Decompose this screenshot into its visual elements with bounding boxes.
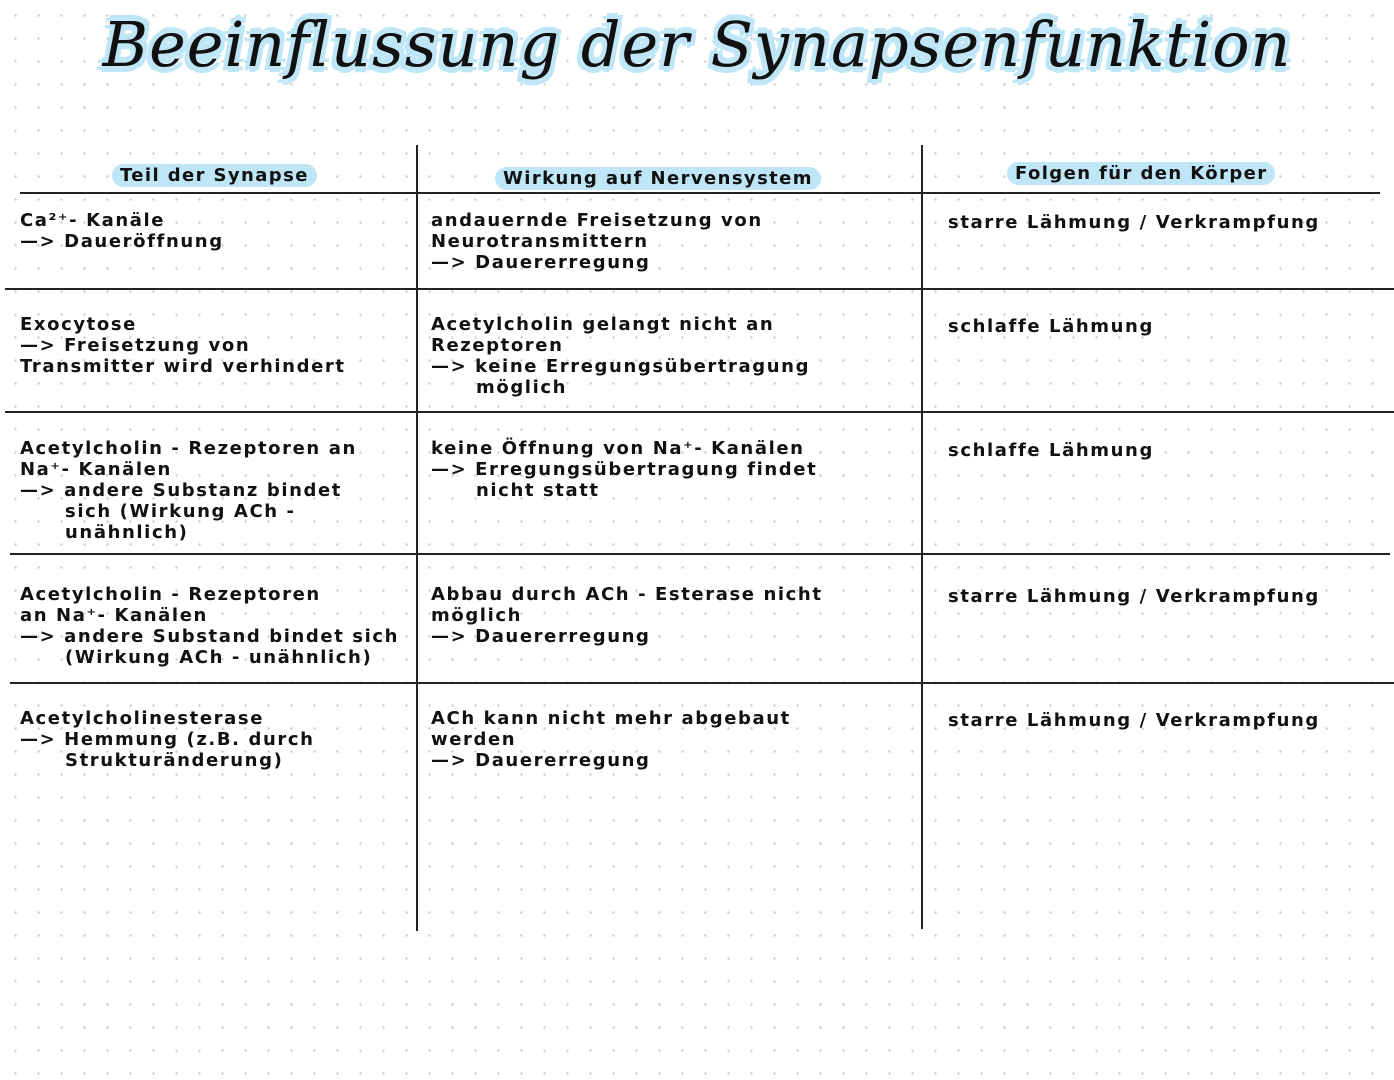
cell-line: andauernde Freisetzung von	[431, 210, 763, 231]
cell-line: möglich	[476, 377, 568, 398]
cell-line: —> keine Erregungsübertragung	[431, 356, 811, 377]
cell-consequence	[948, 586, 1320, 607]
cell-line: starre Lähmung / Verkrampfung	[948, 710, 1320, 731]
cell-consequence	[948, 212, 1320, 233]
cell-line: starre Lähmung / Verkrampfung	[948, 586, 1320, 607]
divider	[20, 192, 1380, 194]
cell-effect	[431, 584, 823, 647]
cell-line: schlaffe Lähmung	[948, 316, 1154, 337]
cell-line: Strukturänderung)	[65, 750, 284, 771]
cell-line: Rezeptoren	[431, 335, 564, 356]
cell-line: nicht statt	[476, 480, 600, 501]
cell-line: Transmitter wird verhindert	[20, 356, 346, 377]
cell-part	[20, 210, 224, 252]
cell-line: Abbau durch ACh - Esterase nicht	[431, 584, 823, 605]
divider	[5, 288, 1394, 290]
page-title: Beeinflussung der Synapsenfunktion	[102, 8, 1292, 81]
cell-effect	[431, 210, 763, 273]
cell-line: Na⁺- Kanälen	[20, 459, 172, 480]
divider	[10, 553, 1390, 555]
cell-effect	[431, 314, 810, 398]
cell-line: Acetylcholinesterase	[20, 708, 265, 729]
cell-line: Ca²⁺- Kanäle	[20, 210, 166, 231]
cell-line: —> Dauererregung	[431, 252, 651, 273]
cell-line: Acetylcholin - Rezeptoren an	[20, 438, 357, 459]
cell-line: —> Dauererregung	[431, 626, 651, 647]
cell-line: —> Hemmung (z.B. durch	[20, 729, 315, 750]
cell-line: Exocytose	[20, 314, 137, 335]
header-part: Teil der Synapse	[112, 164, 317, 187]
cell-part	[20, 708, 315, 771]
cell-consequence	[948, 316, 1154, 337]
cell-line: starre Lähmung / Verkrampfung	[948, 212, 1320, 233]
divider	[416, 145, 418, 931]
cell-line: keine Öffnung von Na⁺- Kanälen	[431, 438, 805, 459]
cell-effect	[431, 438, 817, 501]
cell-line: ACh kann nicht mehr abgebaut	[431, 708, 791, 729]
divider	[921, 145, 923, 929]
cell-line: unähnlich)	[65, 522, 189, 543]
cell-line: —> Dauererregung	[431, 750, 651, 771]
cell-line: schlaffe Lähmung	[948, 440, 1154, 461]
cell-line: möglich	[431, 605, 523, 626]
cell-line: —> Freisetzung von	[20, 335, 251, 356]
cell-line: werden	[431, 729, 517, 750]
cell-effect	[431, 708, 791, 771]
cell-line: —> Erregungsübertragung findet	[431, 459, 818, 480]
divider	[10, 682, 1394, 684]
cell-consequence	[948, 710, 1320, 731]
cell-line: an Na⁺- Kanälen	[20, 605, 208, 626]
header-consequence: Folgen für den Körper	[1007, 162, 1275, 185]
cell-line: —> andere Substanz bindet	[20, 480, 343, 501]
cell-consequence	[948, 440, 1154, 461]
cell-part	[20, 438, 357, 543]
cell-line: Acetylcholin gelangt nicht an	[431, 314, 775, 335]
cell-line: Neurotransmittern	[431, 231, 649, 252]
divider	[5, 411, 1394, 413]
header-effect: Wirkung auf Nervensystem	[495, 167, 821, 190]
cell-line: Acetylcholin - Rezeptoren	[20, 584, 321, 605]
cell-line: —> andere Substand bindet sich	[20, 626, 400, 647]
cell-line: —> Daueröffnung	[20, 231, 224, 252]
cell-part	[20, 584, 399, 668]
cell-line: sich (Wirkung ACh -	[65, 501, 296, 522]
cell-part	[20, 314, 346, 377]
cell-line: (Wirkung ACh - unähnlich)	[65, 647, 373, 668]
